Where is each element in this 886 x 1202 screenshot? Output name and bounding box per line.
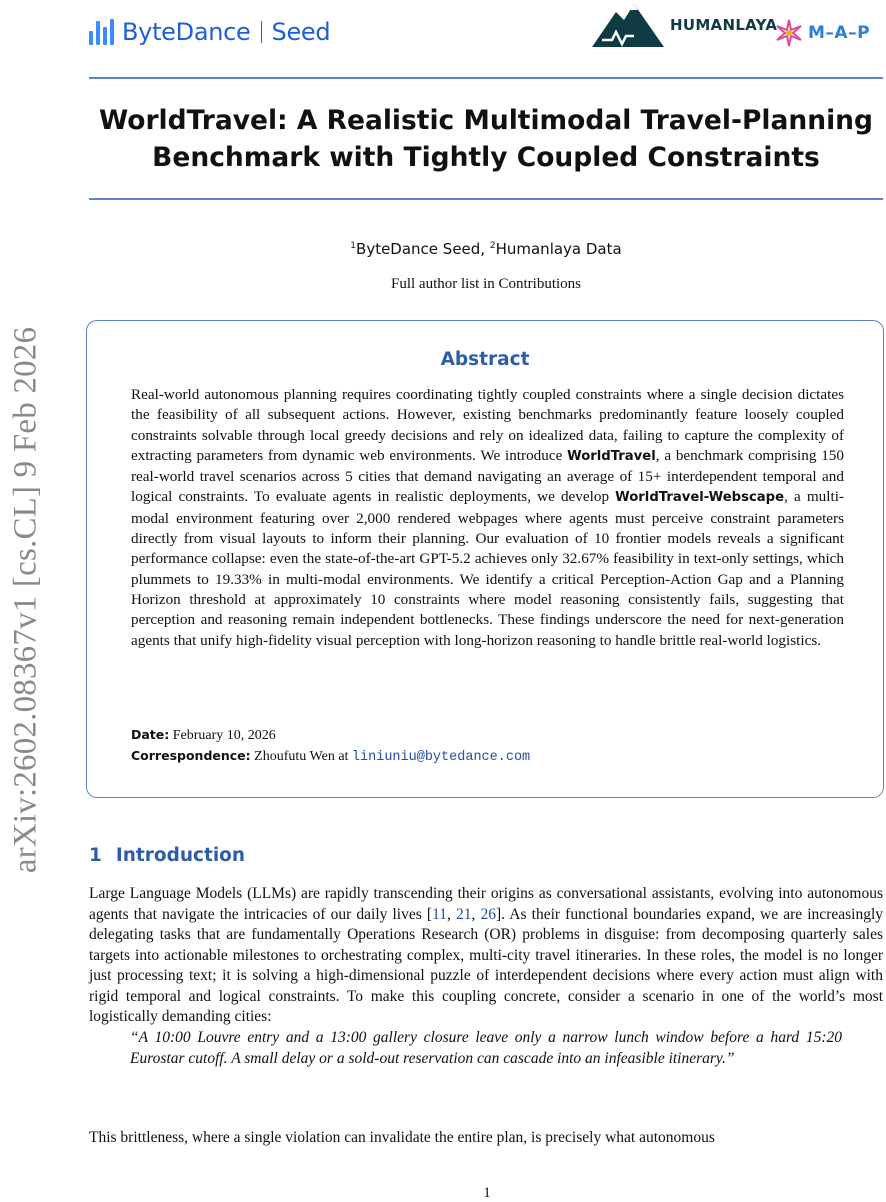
- bytedance-wordmark: ByteDance: [122, 18, 251, 46]
- seed-wordmark: Seed: [271, 18, 331, 46]
- humanlaya-logo: [590, 2, 777, 48]
- paper-title: WorldTravel: A Realistic Multimodal Travel-Planning Benchmark with Tightly Coupled Constraints: [98, 105, 874, 173]
- intro-paragraph-2: This brittleness, where a single violation can invalidate the entire plan, is precisely what autonomous: [89, 1129, 715, 1146]
- abstract-heading: Abstract: [440, 349, 530, 370]
- map-wordmark: M–A–P: [808, 23, 871, 43]
- environment-name: WorldTravel-Webscape: [615, 490, 785, 506]
- scenario-quote: “A 10:00 Louvre entry and a 13:00 gallery closure leave only a narrow lunch window before a hard 15:20 Eurostar cutoff. A small delay or a sold-out reservation can cascade into an infeasible itinerary.”: [130, 1029, 842, 1067]
- affiliation-2: Humanlaya Data: [495, 240, 622, 258]
- arxiv-stamp: arXiv:2602.08367v1 [cs.CL] 9 Feb 2026: [7, 326, 44, 874]
- page-number: 1: [483, 1185, 491, 1201]
- affiliation-mark-2: 2: [489, 241, 496, 251]
- citation-link-11[interactable]: 11: [432, 905, 447, 923]
- date-line: [131, 727, 276, 744]
- citation-link-26[interactable]: 26: [480, 905, 496, 923]
- section-title: Introduction: [115, 845, 246, 866]
- citation-sep-1: ,: [447, 905, 456, 923]
- correspondence-line: [131, 748, 530, 765]
- intro-paragraph-1: [89, 884, 883, 1028]
- section-heading-introduction: [89, 845, 245, 866]
- title-rule-top: [89, 77, 883, 79]
- benchmark-name: WorldTravel: [567, 448, 656, 464]
- bytedance-bars-icon: [89, 19, 114, 45]
- title-rule-bottom: [89, 198, 883, 200]
- abstract-body: [131, 385, 844, 651]
- abstract-text-2: , a benchmark comprising 150 real-world travel scenarios across 5 cities that demand navigating an average of 15+ interdependent temporal and logical constraints. To evaluate agents in realistic deployments, we develop: [131, 446, 844, 506]
- date-label: Date:: [131, 727, 170, 742]
- correspondence-name: Zhoufutu Wen at: [254, 749, 349, 764]
- bytedance-seed-logo: [89, 18, 330, 46]
- abstract-text-1: Real-world autonomous planning requires coordinating tightly coupled constraints where a single decision dictates the feasibility of all subsequent actions. However, existing benchmarks predominantly feature loosely coupled constraints solvable through local greedy decisions and rely on idealized data, failing to capture the complexity of extracting parameters from dynamic web environments. We introduce: [131, 386, 844, 464]
- logo-separator: [261, 21, 262, 43]
- intro-text-b: ]. As their functional boundaries expand, we are increasingly delegating tasks that are fundamentally Operations Research (OR) problems in disguise: from decomposing quarterly sales targets into actionable milestones to orchestrating complex, multi-city travel itineraries. In these roles, the model is no longer just processing text; it is solving a high-dimensional puzzle of interdependent decisions where every action must align with rigid temporal and logical constraints. To make this coupling concrete, consider a scenario in one of the world’s most logistically demanding cities:: [89, 905, 884, 1025]
- affiliations: [89, 240, 883, 258]
- section-number: 1: [89, 845, 102, 866]
- author-note: Full author list in Contributions: [390, 276, 581, 292]
- correspondence-label: Correspondence:: [131, 748, 251, 763]
- abstract-text-3: , a multi-modal environment featuring over 2,000 rendered webpages where agents must perceive constraint parameters directly from visual layouts to inform their planning. Our evaluation of 10 frontier models reveals a significant performance collapse: even the state-of-the-art GPT-5.2 achieves only 32.67% feasibility in text-only settings, which plummets to 19.33% in multi-modal environments. We identify a critical Perception-Action Gap and a Planning Horizon threshold at approximately 10 constraints where model reasoning consistently fails, suggesting that perception and reasoning remain independent bottlenecks. These findings underscore the need for next-generation agents that unify high-fidelity visual perception with long-horizon reasoning to handle brittle real-world logistics.: [131, 488, 844, 649]
- mountain-icon: [590, 2, 666, 48]
- date-value: February 10, 2026: [172, 728, 276, 743]
- star-burst-icon: [774, 18, 804, 48]
- citation-sep-2: ,: [471, 905, 481, 923]
- abstract-box: [86, 320, 884, 798]
- affiliation-mark-1: 1: [350, 241, 357, 251]
- correspondence-email-link[interactable]: liniuniu@bytedance.com: [351, 750, 531, 765]
- citation-link-21[interactable]: 21: [456, 905, 472, 923]
- intro-text-a: Large Language Models (LLMs) are rapidly transcending their origins as conversational assistants, evolving into autonomous agents that navigate the intricacies of our daily lives [: [89, 885, 883, 923]
- humanlaya-wordmark: HUMANLAYA: [670, 16, 778, 34]
- map-logo: [774, 18, 870, 48]
- affiliation-1: ByteDance Seed,: [356, 240, 486, 258]
